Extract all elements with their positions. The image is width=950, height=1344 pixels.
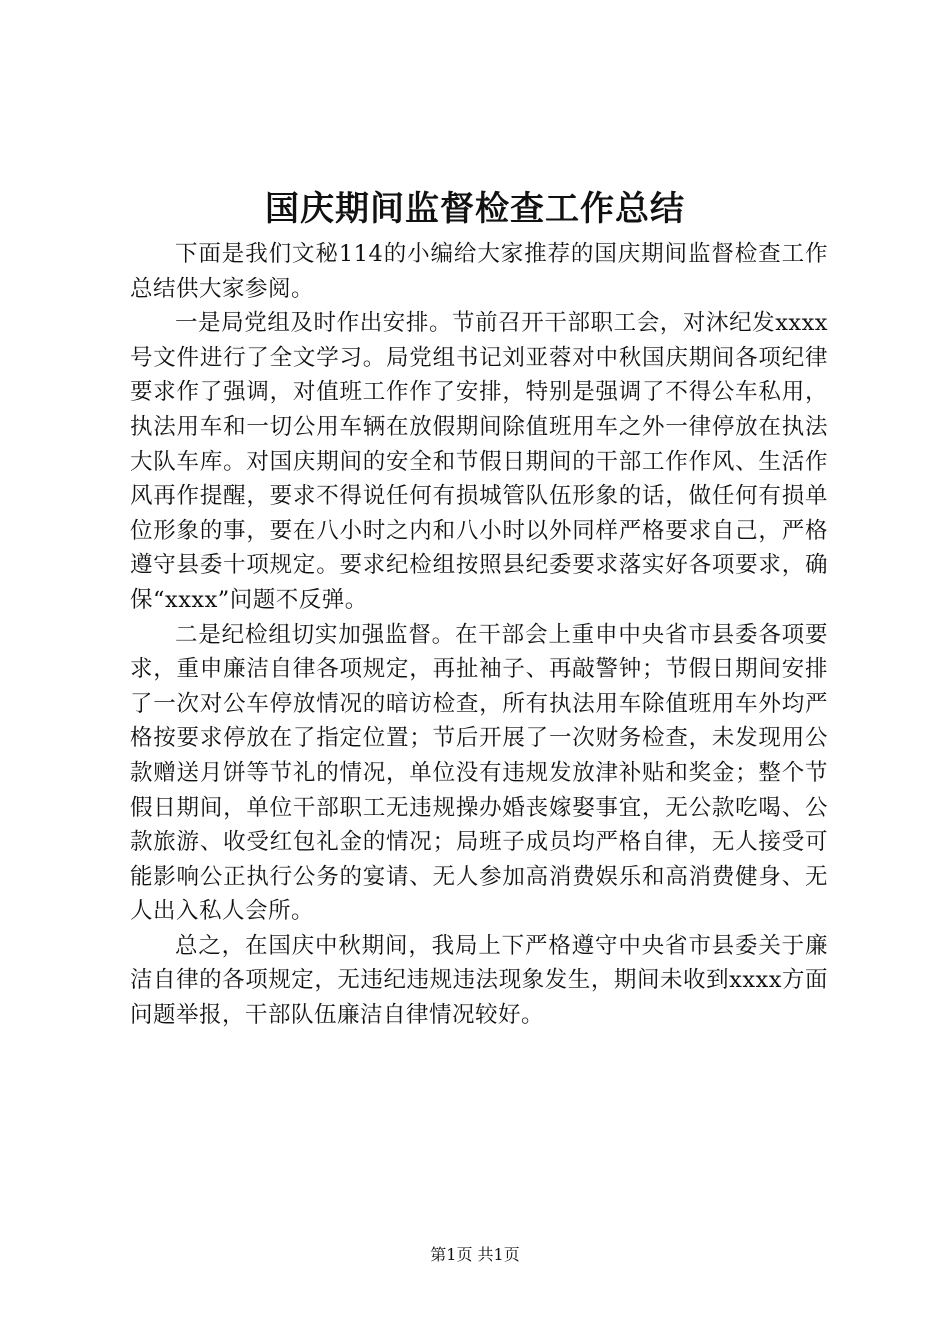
document-title: 国庆期间监督检查工作总结 xyxy=(265,189,685,229)
paragraph-supervision: 二是纪检组切实加强监督。在干部会上重申中央省市县委各项要求，重申廉洁自律各项规定，再扯袖子、再敲警钟；节假日期间安排了一次对公车停放情况的暗访检查，所有执法用车除值班用车外均严格按要求停放在了指定位置；节后开展了一次财务检查，未发现用公款赠送月饼等节礼的情况，单位没有违规发放津补贴和奖金；整个节假日期间，单位干部职工无违规操办婚丧嫁娶事宜，无公款吃喝、公款旅游、收受红包礼金的情况；局班子成员均严格自律，无人接受可能影响公正执行公务的宴请、无人参加高消费娱乐和高消费健身、无人出入私人会所。 xyxy=(130,621,828,925)
intro-paragraph: 下面是我们文秘114的小编给大家推荐的国庆期间监督检查工作总结供大家参阅。 xyxy=(130,241,828,302)
document-body xyxy=(130,237,828,1033)
page-footer: 第1页 共1页 xyxy=(430,1245,520,1264)
paragraph-summary: 总之，在国庆中秋期间，我局上下严格遵守中央省市县委关于廉洁自律的各项规定，无违纪违规违法现象发生，期间未收到xxxx方面问题举报，干部队伍廉洁自律情况较好。 xyxy=(130,932,828,1029)
paragraph-arrangement: 一是局党组及时作出安排。节前召开干部职工会，对沐纪发xxxx号文件进行了全文学习。局党组书记刘亚蓉对中秋国庆期间各项纪律要求作了强调，对值班工作作了安排，特别是强调了不得公车私用，执法用车和一切公用车辆在放假期间除值班用车之外一律停放在执法大队车库。对国庆期间的安全和节假日期间的干部工作作风、生活作风再作提醒，要求不得说任何有损城管队伍形象的话，做任何有损单位形象的事，要在八小时之内和八小时以外同样严格要求自己，严格遵守县委十项规定。要求纪检组按照县纪委要求落实好各项要求，确保“xxxx”问题不反弹。 xyxy=(130,310,828,613)
